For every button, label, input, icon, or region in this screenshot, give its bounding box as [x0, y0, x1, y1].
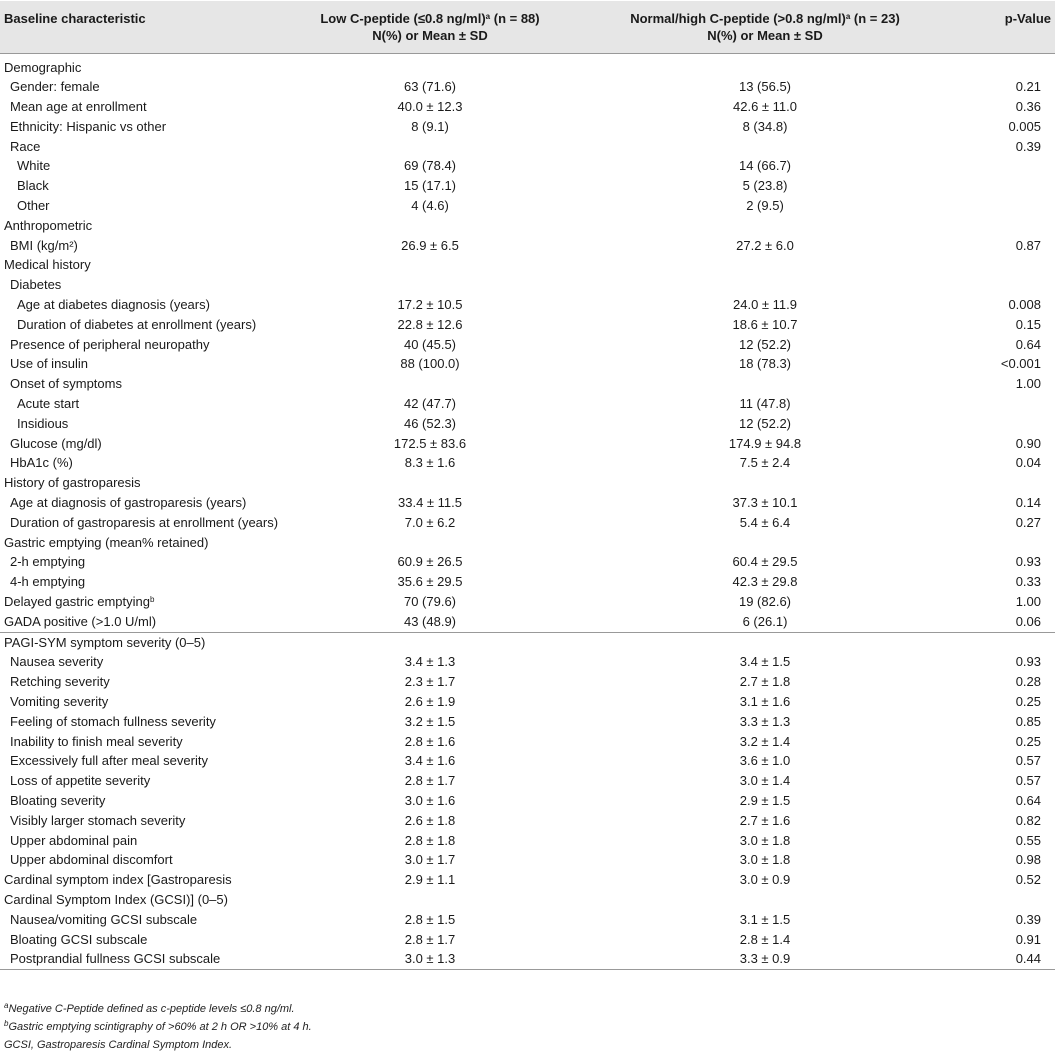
p-value: 0.005: [1008, 118, 1041, 134]
p-value: [970, 473, 1055, 493]
low-c-peptide-value: 172.5 ± 83.6: [393, 435, 467, 451]
high-c-peptide-value: 174.9 ± 94.8: [728, 435, 802, 451]
p-value: [970, 414, 1055, 434]
low-c-peptide-value: 3.0 ± 1.7: [404, 852, 456, 868]
high-c-peptide-value: 12 (52.2): [738, 415, 792, 431]
high-c-peptide-value: 2.7 ± 1.6: [739, 812, 791, 828]
table-row: [0, 434, 1055, 454]
header-baseline-characteristic: Baseline characteristic: [0, 1, 300, 53]
header-p-value: p-Value: [970, 1, 1055, 53]
high-c-peptide-value: 14 (66.7): [738, 158, 792, 174]
header-high-sup: a: [845, 12, 851, 21]
low-c-peptide-value: 42 (47.7): [403, 396, 457, 412]
p-value: 0.57: [1015, 753, 1041, 769]
table-row: [0, 176, 1055, 196]
row-label-text: Anthropometric: [4, 217, 93, 233]
row-label-text: Duration of diabetes at enrollment (years): [17, 316, 257, 332]
p-value: [970, 216, 1055, 236]
high-c-peptide-value: 3.3 ± 0.9: [560, 949, 970, 969]
p-value: [970, 632, 1055, 652]
table-row: [0, 196, 1055, 216]
high-c-peptide-value: 3.3 ± 1.3: [739, 713, 791, 729]
p-value: 1.00: [1015, 594, 1041, 610]
row-label-text: Excessively full after meal severity: [10, 753, 208, 769]
table-row: [0, 53, 1055, 77]
low-c-peptide-value: 69 (78.4): [403, 158, 457, 174]
row-label: [0, 77, 300, 97]
row-label: [0, 493, 300, 513]
table-row: [0, 315, 1055, 335]
p-value: [970, 394, 1055, 414]
p-value: 0.82: [1015, 812, 1041, 828]
row-label: [0, 612, 300, 632]
row-label-text: PAGI-SYM symptom severity (0–5): [4, 634, 206, 650]
row-label: [0, 216, 300, 236]
table-row: [0, 910, 1055, 930]
table-row: [0, 850, 1055, 870]
header-high-n: (n = 23): [850, 11, 900, 26]
table-row: [0, 374, 1055, 394]
high-c-peptide-value: 42.6 ± 11.0: [733, 99, 797, 115]
row-label-text: Bloating GCSI subscale: [10, 931, 148, 947]
row-label-text: HbA1c (%): [10, 455, 73, 471]
high-c-peptide-value: [560, 632, 970, 652]
high-c-peptide-value: 5 (23.8): [742, 178, 788, 194]
high-c-peptide-value: 3.6 ± 1.0: [739, 753, 791, 769]
table-row: [0, 77, 1055, 97]
low-c-peptide-value: 8 (9.1): [411, 118, 449, 134]
p-value: 0.57: [1015, 773, 1041, 789]
high-c-peptide-value: 5.4 ± 6.4: [739, 514, 791, 530]
p-value: [970, 890, 1055, 910]
high-c-peptide-value: 7.5 ± 2.4: [739, 455, 791, 471]
table-row: [0, 652, 1055, 672]
table-row: [0, 632, 1055, 652]
header-low-n: (n = 88): [490, 11, 540, 26]
header-low-title: Low C-peptide (≤0.8 ng/ml): [320, 11, 486, 26]
p-value: 0.36: [1015, 99, 1041, 115]
row-label-text: Postprandial fullness GCSI subscale: [10, 951, 221, 967]
row-label-text: History of gastroparesis: [4, 475, 141, 491]
p-value: 0.64: [1015, 336, 1041, 352]
low-c-peptide-value: 3.4 ± 1.3: [404, 654, 456, 670]
low-c-peptide-value: 43 (48.9): [300, 612, 560, 632]
high-c-peptide-value: 18.6 ± 10.7: [732, 316, 798, 332]
row-label-text: Upper abdominal pain: [10, 832, 138, 848]
row-label-text: Age at diagnosis of gastroparesis (years): [10, 495, 247, 511]
high-c-peptide-value: 11 (47.8): [739, 396, 791, 412]
row-label-text: BMI (kg/m²): [10, 237, 78, 253]
footnote-b: [4, 1018, 312, 1037]
high-c-peptide-value: [560, 533, 970, 553]
table-row: [0, 236, 1055, 256]
row-label: [0, 811, 300, 831]
high-c-peptide-value: 42.3 ± 29.8: [732, 574, 798, 590]
low-c-peptide-value: 33.4 ± 11.5: [398, 495, 462, 511]
low-c-peptide-value: [300, 890, 560, 910]
row-label: [0, 156, 300, 176]
high-c-peptide-value: 3.0 ± 1.4: [739, 773, 791, 789]
row-label-text: Gender: female: [10, 79, 100, 95]
table-row: [0, 732, 1055, 752]
low-c-peptide-value: 2.6 ± 1.8: [404, 812, 456, 828]
p-value: [970, 533, 1055, 553]
p-value: 0.15: [1015, 316, 1041, 332]
table-row: [0, 354, 1055, 374]
p-value: [970, 176, 1055, 196]
row-label: [0, 414, 300, 434]
table-row: [0, 473, 1055, 493]
table-row: [0, 156, 1055, 176]
row-label: [0, 374, 300, 394]
row-label: [0, 572, 300, 592]
row-label: [0, 692, 300, 712]
row-label: [0, 652, 300, 672]
row-label: [0, 870, 300, 890]
low-c-peptide-value: 35.6 ± 29.5: [397, 574, 463, 590]
high-c-peptide-value: 18 (78.3): [738, 356, 792, 372]
row-label-text: 4-h emptying: [10, 574, 86, 590]
footnote-gcsi: GCSI, Gastroparesis Cardinal Symptom Index.: [4, 1039, 233, 1051]
high-c-peptide-value: [560, 137, 970, 157]
row-label: [0, 930, 300, 950]
table-header-row: [0, 1, 1055, 53]
high-c-peptide-value: 3.1 ± 1.5: [739, 911, 791, 927]
row-label: [0, 732, 300, 752]
low-c-peptide-value: [300, 632, 560, 652]
table-row: [0, 295, 1055, 315]
high-c-peptide-value: 3.0 ± 0.9: [739, 872, 791, 888]
p-value: 1.00: [1015, 376, 1041, 392]
p-value: 0.93: [1015, 654, 1041, 670]
row-label-text: Upper abdominal discomfort: [10, 852, 173, 868]
row-label: [0, 137, 300, 157]
low-c-peptide-value: 40.0 ± 12.3: [397, 99, 463, 115]
table-row: [0, 394, 1055, 414]
table-row: [0, 572, 1055, 592]
header-high-title: Normal/high C-peptide (>0.8 ng/ml): [630, 11, 846, 26]
row-label: [0, 592, 300, 612]
p-value: 0.25: [1015, 694, 1041, 709]
p-value: 0.85: [1015, 713, 1041, 729]
row-label: [0, 890, 300, 910]
low-c-peptide-value: 2.8 ± 1.8: [404, 832, 456, 848]
row-label: [0, 712, 300, 732]
row-label: [0, 791, 300, 811]
p-value: [970, 196, 1055, 216]
p-value: 0.39: [1015, 911, 1041, 927]
row-label: [0, 394, 300, 414]
p-value: 0.98: [1015, 852, 1041, 868]
row-label: [0, 176, 300, 196]
low-c-peptide-value: 40 (45.5): [403, 336, 457, 352]
high-c-peptide-value: 3.1 ± 1.6: [739, 694, 791, 709]
low-c-peptide-value: 2.9 ± 1.1: [404, 872, 456, 888]
header-low-stat: N(%) or Mean ± SD: [372, 28, 488, 43]
low-c-peptide-value: 3.0 ± 1.6: [404, 792, 456, 808]
low-c-peptide-value: 2.8 ± 1.7: [404, 931, 456, 947]
row-label-text: Gastric emptying (mean% retained): [4, 534, 209, 550]
p-value: 0.33: [1015, 574, 1041, 590]
high-c-peptide-value: 37.3 ± 10.1: [732, 495, 798, 511]
low-c-peptide-value: [300, 137, 560, 157]
row-label-text: Demographic: [4, 59, 82, 75]
footnote-b-text: Gastric emptying scintigraphy of >60% at 2 h OR >10% at 4 h.: [8, 1021, 312, 1033]
p-value: 0.25: [1015, 733, 1041, 749]
high-c-peptide-value: 27.2 ± 6.0: [736, 237, 794, 253]
table-row: [0, 870, 1055, 890]
table-row: [0, 493, 1055, 513]
low-c-peptide-value: 63 (71.6): [403, 79, 457, 95]
row-label: [0, 196, 300, 216]
table-row: [0, 771, 1055, 791]
p-value: 0.06: [970, 612, 1055, 632]
row-label: [0, 632, 300, 652]
p-value: 0.44: [970, 949, 1055, 969]
table-row: [0, 672, 1055, 692]
low-c-peptide-value: 2.8 ± 1.5: [404, 911, 456, 927]
row-label-text: Insidious: [17, 415, 69, 431]
row-label-text: Black: [17, 178, 49, 194]
low-c-peptide-value: 26.9 ± 6.5: [401, 237, 459, 253]
header-low-sup: a: [485, 12, 491, 21]
high-c-peptide-value: 12 (52.2): [738, 336, 792, 352]
p-value: 0.87: [1015, 237, 1041, 253]
high-c-peptide-value: [560, 473, 970, 493]
low-c-peptide-value: 60.9 ± 26.5: [397, 554, 463, 570]
table-row: [0, 692, 1055, 712]
p-value: [970, 255, 1055, 275]
table-row: [0, 216, 1055, 236]
high-c-peptide-value: 2.7 ± 1.8: [739, 674, 791, 690]
row-label: [0, 117, 300, 137]
footnote-a-text: Negative C-Peptide defined as c-peptide levels ≤0.8 ng/ml.: [8, 1003, 295, 1015]
p-value: 0.04: [1015, 455, 1041, 471]
row-label-text: Vomiting severity: [10, 694, 109, 709]
low-c-peptide-value: 70 (79.6): [403, 594, 457, 610]
p-value: <0.001: [1000, 356, 1041, 372]
row-label-text: Cardinal Symptom Index (GCSI)] (0–5): [4, 891, 228, 907]
high-c-peptide-value: [560, 890, 970, 910]
row-label-text: Cardinal symptom index [Gastroparesis: [4, 872, 232, 888]
high-c-peptide-value: 2.9 ± 1.5: [739, 792, 791, 808]
p-value: 0.008: [1008, 297, 1041, 313]
high-c-peptide-value: [560, 53, 970, 77]
row-label-text: Use of insulin: [10, 356, 89, 372]
table-row: [0, 890, 1055, 910]
low-c-peptide-value: [300, 374, 560, 394]
table-row: [0, 592, 1055, 612]
low-c-peptide-value: [300, 255, 560, 275]
p-value: 0.27: [1015, 514, 1041, 530]
header-normal-high-c-peptide: [560, 1, 970, 53]
high-c-peptide-value: 2 (9.5): [746, 198, 784, 214]
high-c-peptide-value: 13 (56.5): [738, 79, 792, 95]
table-row: [0, 791, 1055, 811]
row-label-text: Medical history: [4, 257, 91, 273]
p-value: [970, 156, 1055, 176]
row-label: [0, 672, 300, 692]
row-label-text: Bloating severity: [10, 792, 106, 808]
row-label: [0, 850, 300, 870]
footnote-a: [4, 1000, 295, 1019]
low-c-peptide-value: [300, 275, 560, 295]
row-label-sup: b: [149, 595, 155, 605]
row-label-text: Glucose (mg/dl): [10, 435, 102, 451]
table-row: [0, 712, 1055, 732]
row-label: [0, 453, 300, 473]
p-value: 0.90: [1015, 435, 1041, 451]
low-c-peptide-value: 46 (52.3): [403, 415, 457, 431]
row-label: [0, 434, 300, 454]
high-c-peptide-value: 2.8 ± 1.4: [739, 931, 791, 947]
low-c-peptide-value: [300, 533, 560, 553]
footnote-b-mark: b: [4, 1019, 9, 1028]
row-label: [0, 335, 300, 355]
low-c-peptide-value: 15 (17.1): [403, 178, 457, 194]
low-c-peptide-value: 8.3 ± 1.6: [404, 455, 456, 471]
p-value: 0.93: [1015, 554, 1041, 570]
table-row: [0, 949, 1055, 969]
row-label-text: Race: [10, 138, 41, 154]
low-c-peptide-value: [300, 53, 560, 77]
table-row: [0, 930, 1055, 950]
high-c-peptide-value: [560, 275, 970, 295]
low-c-peptide-value: 2.3 ± 1.7: [404, 674, 456, 690]
table-row: [0, 453, 1055, 473]
high-c-peptide-value: [560, 216, 970, 236]
low-c-peptide-value: 88 (100.0): [400, 356, 460, 372]
row-label: [0, 751, 300, 771]
row-label-text: White: [17, 158, 51, 174]
table-row: [0, 335, 1055, 355]
p-value: [970, 275, 1055, 295]
row-label: [0, 315, 300, 335]
row-label-text: Mean age at enrollment: [10, 99, 147, 115]
row-label-text: Visibly larger stomach severity: [10, 812, 186, 828]
row-label: [0, 354, 300, 374]
row-label: [0, 949, 300, 969]
low-c-peptide-value: [300, 216, 560, 236]
row-label-text: Feeling of stomach fullness severity: [10, 713, 216, 729]
table-row: [0, 137, 1055, 157]
table-row: [0, 255, 1055, 275]
row-label-text: Loss of appetite severity: [10, 773, 151, 789]
row-label-text: Delayed gastric emptying: [4, 594, 150, 610]
row-label: [0, 53, 300, 77]
row-label-text: Age at diabetes diagnosis (years): [17, 297, 210, 313]
row-label-text: Onset of symptoms: [10, 376, 122, 392]
row-label: [0, 831, 300, 851]
p-value: [970, 53, 1055, 77]
row-label-text: Retching severity: [10, 674, 110, 690]
low-c-peptide-value: 2.6 ± 1.9: [404, 694, 456, 709]
table-row: [0, 513, 1055, 533]
high-c-peptide-value: 6 (26.1): [560, 612, 970, 632]
high-c-peptide-value: 60.4 ± 29.5: [732, 554, 798, 570]
low-c-peptide-value: 22.8 ± 12.6: [397, 316, 463, 332]
baseline-characteristics-table: [0, 1, 1055, 970]
table-row: [0, 811, 1055, 831]
row-label-text: GADA positive (>1.0 U/ml): [4, 613, 157, 629]
low-c-peptide-value: 4 (4.6): [411, 198, 449, 214]
row-label-text: Nausea/vomiting GCSI subscale: [10, 911, 198, 927]
table-row: [0, 612, 1055, 632]
table-row: [0, 831, 1055, 851]
row-label-text: Inability to finish meal severity: [10, 733, 183, 749]
row-label-text: Ethnicity: Hispanic vs other: [10, 118, 167, 134]
header-low-c-peptide: [300, 1, 560, 53]
row-label-text: Duration of gastroparesis at enrollment (years): [10, 514, 279, 530]
p-value: 0.14: [1015, 495, 1041, 511]
table-row: [0, 97, 1055, 117]
high-c-peptide-value: 19 (82.6): [738, 594, 792, 610]
table-row: [0, 275, 1055, 295]
high-c-peptide-value: 8 (34.8): [742, 118, 788, 134]
low-c-peptide-value: 3.0 ± 1.3: [300, 949, 560, 969]
high-c-peptide-value: 24.0 ± 11.9: [733, 297, 797, 313]
row-label-text: Nausea severity: [10, 654, 104, 670]
row-label: [0, 275, 300, 295]
low-c-peptide-value: 3.2 ± 1.5: [404, 713, 456, 729]
table-row: [0, 533, 1055, 553]
table-body: [0, 53, 1055, 970]
row-label: [0, 473, 300, 493]
p-value: 0.55: [1015, 832, 1041, 848]
low-c-peptide-value: 2.8 ± 1.6: [404, 733, 456, 749]
p-value: 0.28: [1015, 674, 1041, 690]
row-label: [0, 513, 300, 533]
low-c-peptide-value: 17.2 ± 10.5: [397, 297, 463, 313]
row-label-text: Presence of peripheral neuropathy: [10, 336, 210, 352]
high-c-peptide-value: [560, 374, 970, 394]
row-label: [0, 97, 300, 117]
row-label: [0, 236, 300, 256]
table-row: [0, 117, 1055, 137]
row-label-text: Acute start: [17, 396, 80, 412]
p-value: 0.39: [1015, 138, 1041, 154]
table-row: [0, 751, 1055, 771]
p-value: 0.21: [1015, 79, 1041, 95]
low-c-peptide-value: 3.4 ± 1.6: [404, 753, 456, 769]
row-label-text: 2-h emptying: [10, 554, 86, 570]
low-c-peptide-value: [300, 473, 560, 493]
table-row: [0, 414, 1055, 434]
row-label: [0, 255, 300, 275]
row-label: [0, 771, 300, 791]
table-row: [0, 552, 1055, 572]
high-c-peptide-value: 3.2 ± 1.4: [739, 733, 791, 749]
row-label: [0, 910, 300, 930]
footnote-a-mark: a: [4, 1001, 9, 1010]
p-value: 0.64: [1015, 792, 1041, 808]
row-label-text: Other: [17, 198, 50, 214]
high-c-peptide-value: [560, 255, 970, 275]
row-label: [0, 552, 300, 572]
header-high-stat: N(%) or Mean ± SD: [707, 28, 823, 43]
low-c-peptide-value: 2.8 ± 1.7: [404, 773, 456, 789]
row-label-text: Diabetes: [10, 277, 62, 293]
row-label: [0, 295, 300, 315]
p-value: 0.52: [1015, 872, 1041, 888]
high-c-peptide-value: 3.4 ± 1.5: [739, 654, 791, 670]
high-c-peptide-value: 3.0 ± 1.8: [739, 852, 791, 868]
low-c-peptide-value: 7.0 ± 6.2: [404, 514, 456, 530]
row-label: [0, 533, 300, 553]
high-c-peptide-value: 3.0 ± 1.8: [739, 832, 791, 848]
p-value: 0.91: [1015, 931, 1041, 947]
